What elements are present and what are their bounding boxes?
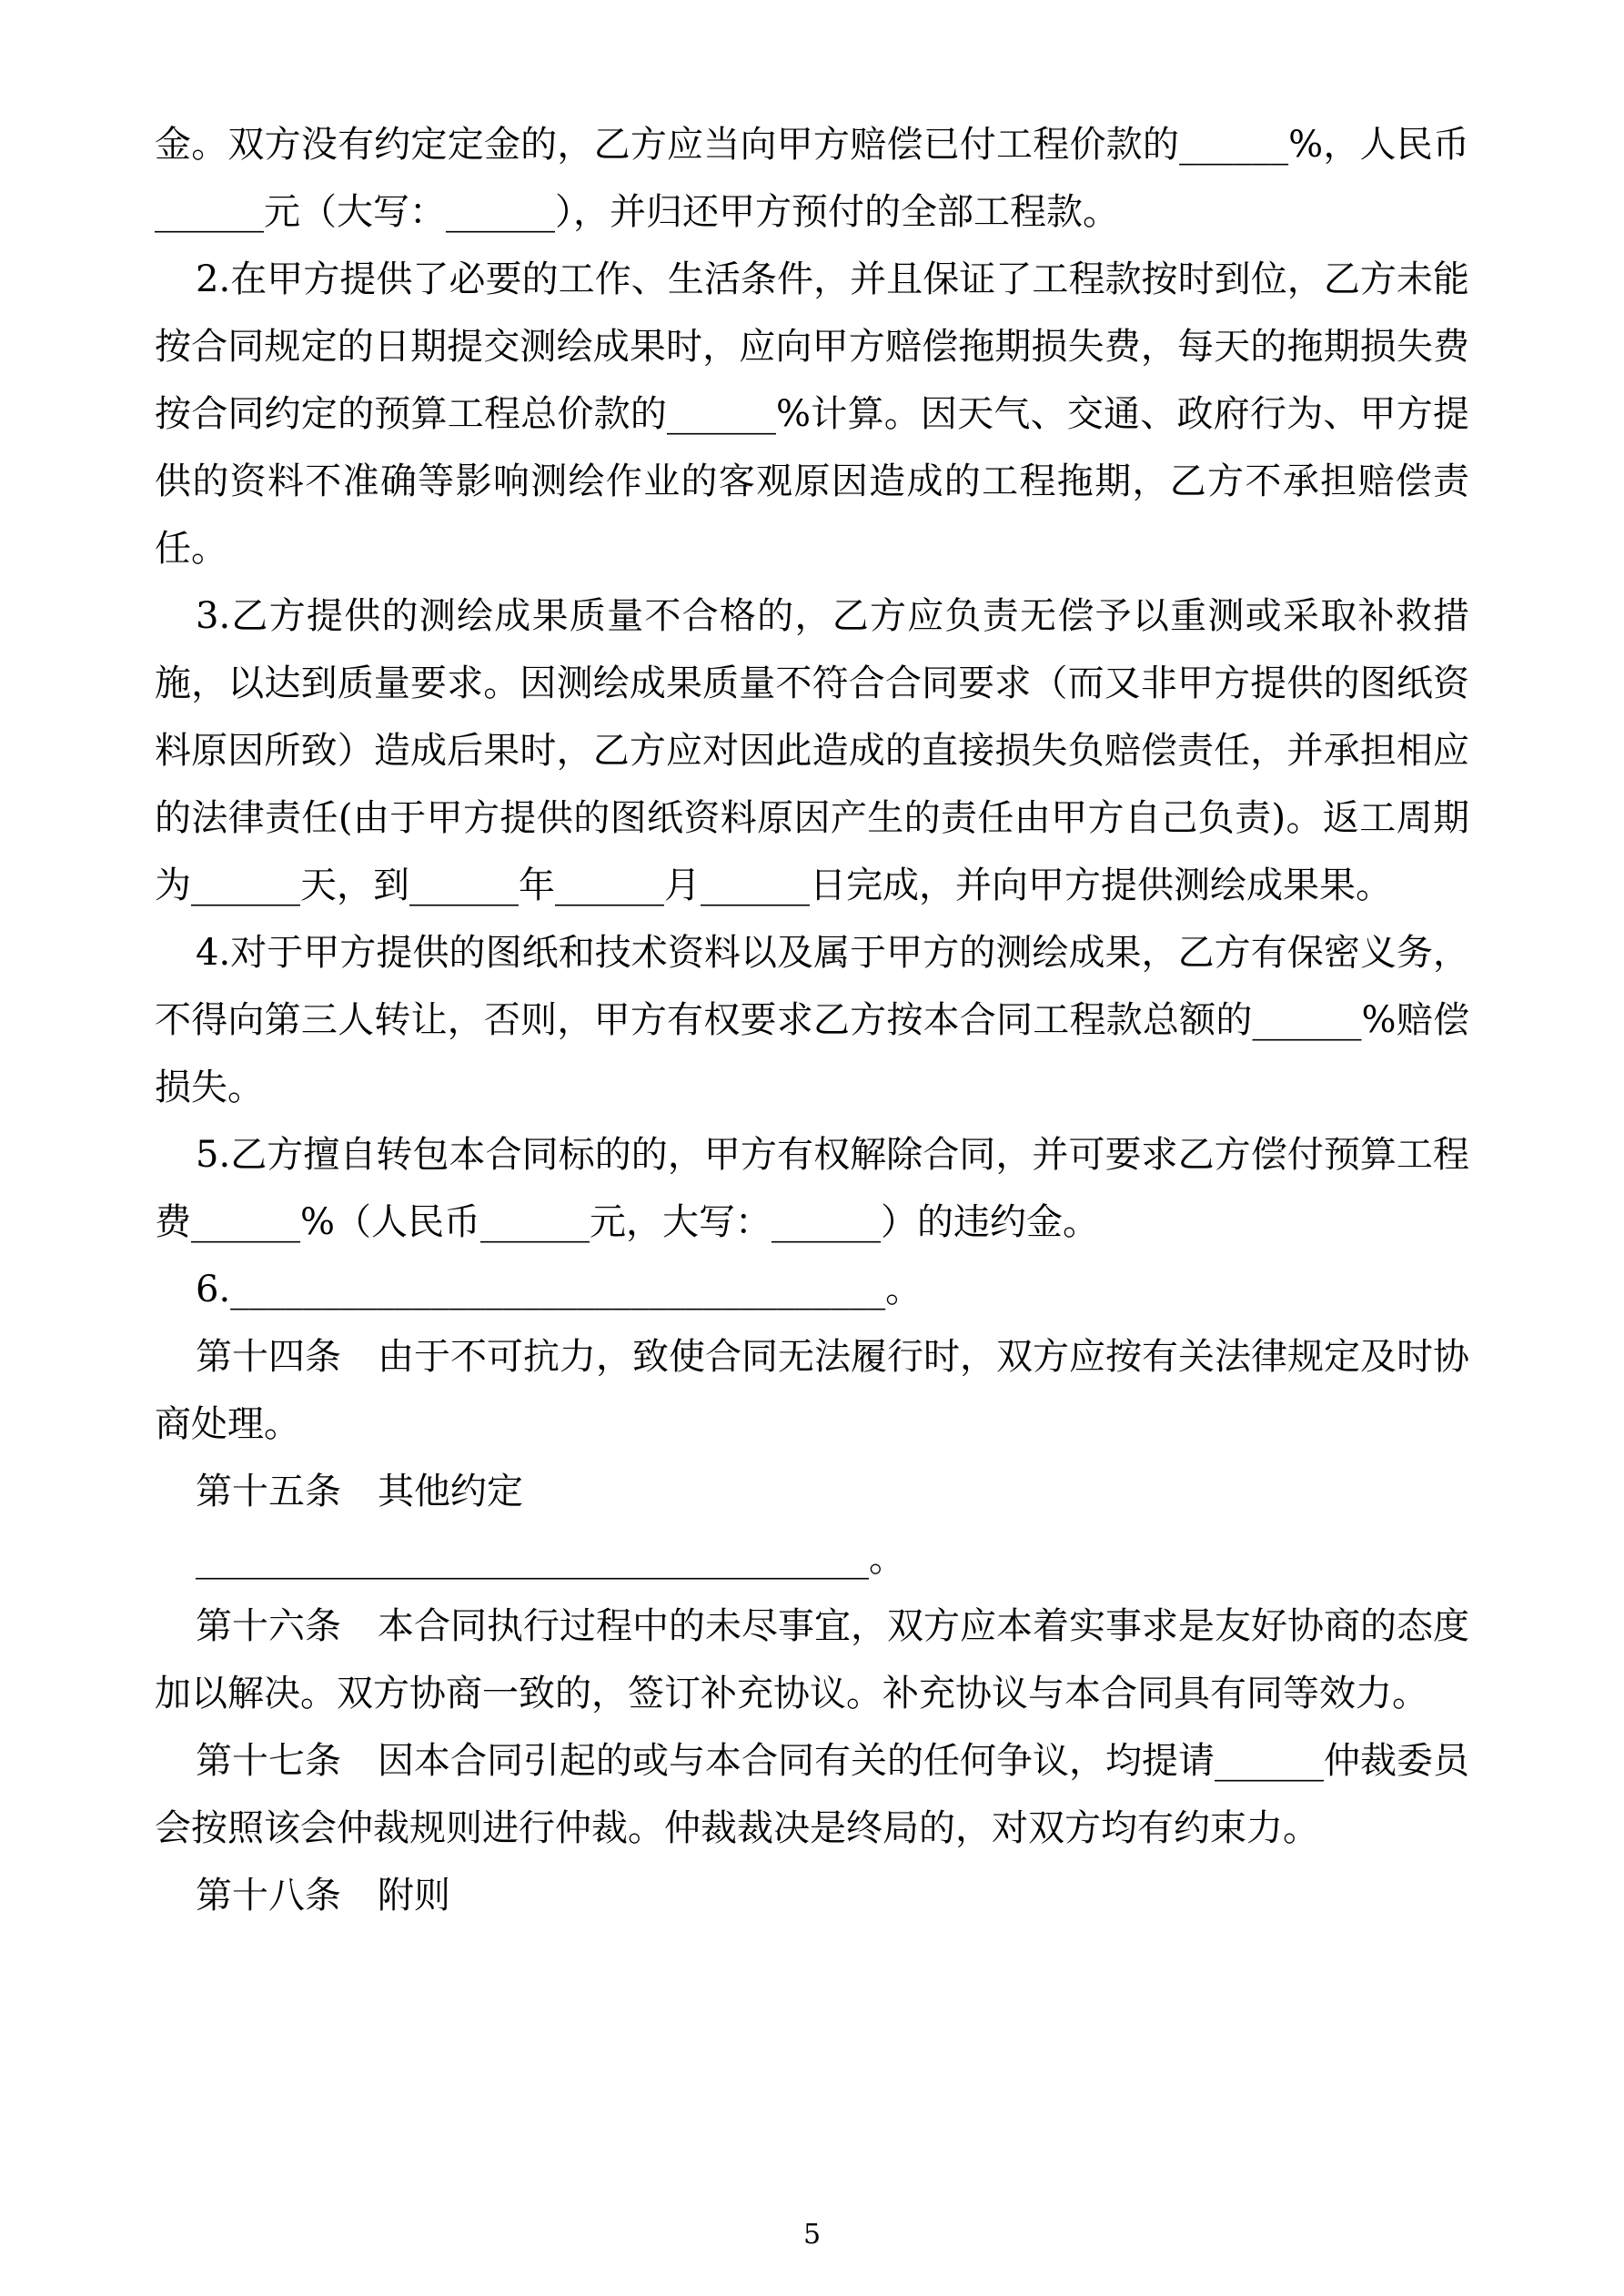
- paragraph-article-15-other-agreements: 第十五条 其他约定: [196, 1471, 523, 1512]
- paragraph-article-16-supplementary-agreement: 第十六条 本合同执行过程中的未尽事宜，双方应本着实事求是友好协商的态度加以解决。双方协商一致的，签订补充协议。补充协议与本合同具有同等效力。: [155, 1605, 1469, 1714]
- paragraph-article-14-force-majeure: 第十四条 由于不可抗力，致使合同无法履行时，双方应按有关法律规定及时协商处理。: [155, 1336, 1469, 1445]
- page-number: 5: [802, 2219, 822, 2250]
- paragraph-blank-line: _____________________________________。: [196, 1538, 905, 1580]
- paragraph-item-3-quality-liability: 3.乙方提供的测绘成果质量不合格的，乙方应负责无偿予以重测或采取补救措施，以达到质量要求。因测绘成果质量不符合合同要求（而又非甲方提供的图纸资料原因所致）造成后果时，乙方应对因此造成的直接损失负赔偿责任，并承担相应的法律责任(由于甲方提供的图纸资料原因产生的责任由甲方自己负责)。返工周期为______天，到______年______月______日完成，并向甲方提供测绘成果果。: [155, 595, 1469, 906]
- paragraph-continuation-deposit-clause: 金。双方没有约定定金的，乙方应当向甲方赔偿已付工程价款的______%，人民币______元（大写：______），并归还甲方预付的全部工程款。: [155, 124, 1469, 233]
- paragraph-item-2-delay-compensation: 2.在甲方提供了必要的工作、生活条件，并且保证了工程款按时到位，乙方未能按合同规定的日期提交测绘成果时，应向甲方赔偿拖期损失费，每天的拖期损失费按合同约定的预算工程总价款的______%计算。因天气、交通、政府行为、甲方提供的资料不准确等影响测绘作业的客观原因造成的工程拖期，乙方不承担赔偿责任。: [155, 258, 1469, 570]
- paragraph-item-4-confidentiality: 4.对于甲方提供的图纸和技术资料以及属于甲方的测绘成果，乙方有保密义务，不得向第三人转让，否则，甲方有权要求乙方按本合同工程款总额的______%赔偿损失。: [155, 932, 1469, 1108]
- paragraph-article-17-arbitration: 第十七条 因本合同引起的或与本合同有关的任何争议，均提请______仲裁委员会按照该会仲裁规则进行仲裁。仲裁裁决是终局的，对双方均有约束力。: [155, 1740, 1469, 1849]
- paragraph-article-18-appendix: 第十八条 附则: [196, 1875, 450, 1917]
- paragraph-item-6-blank-clause: 6.____________________________________。: [196, 1269, 923, 1310]
- paragraph-item-5-subcontract-penalty: 5.乙方擅自转包本合同标的的，甲方有权解除合同，并可要求乙方偿付预算工程费______%（人民币______元，大写：______）的违约金。: [155, 1134, 1469, 1243]
- contract-body: [155, 111, 1469, 1929]
